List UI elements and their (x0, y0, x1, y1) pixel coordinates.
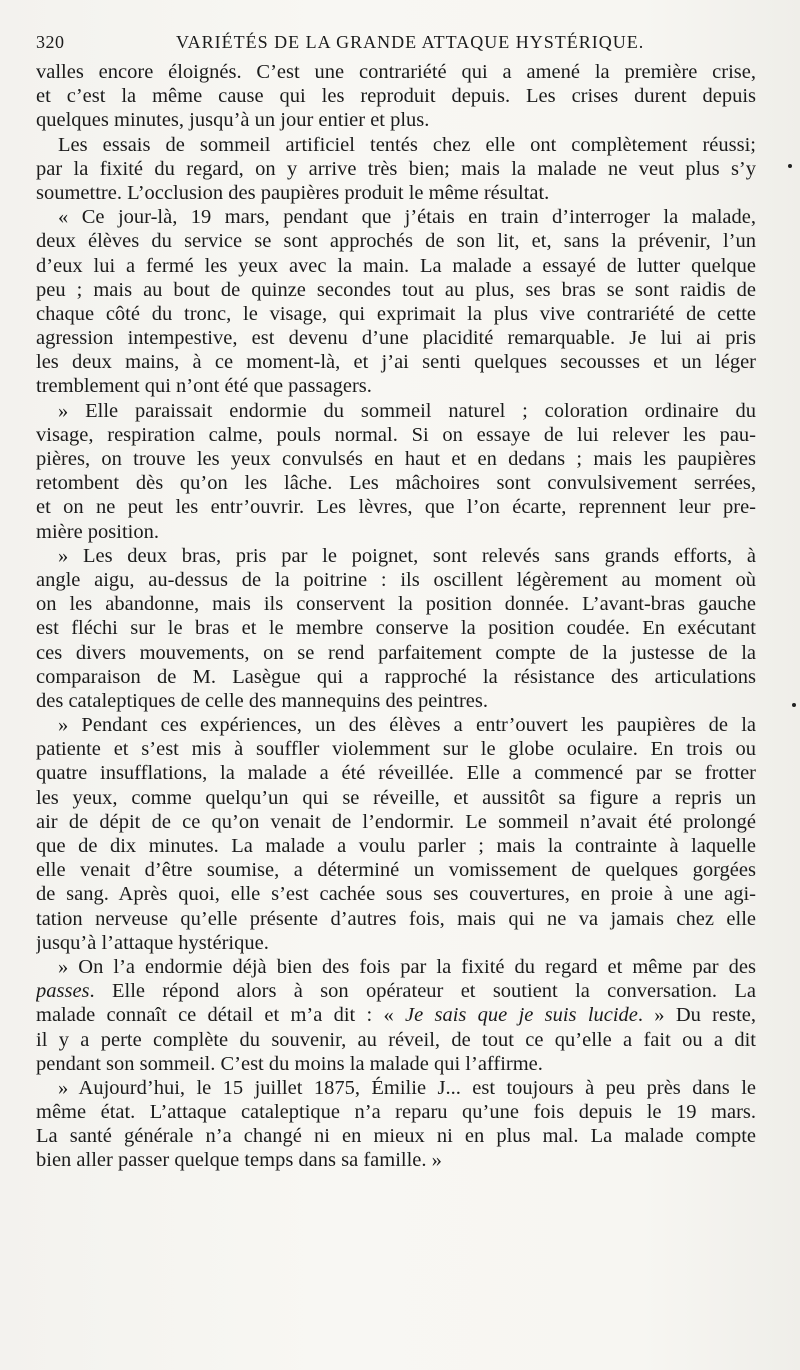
text-line: des cataleptiques de celle des mannequins des peintres. (36, 689, 488, 712)
text-line (36, 979, 756, 1003)
text-line: » Aujourd’hui, le 15 juillet 1875, Émilie J... est toujours à peu près dans le (58, 1076, 756, 1099)
text-line (36, 1003, 756, 1027)
text-line: deux élèves du service se sont approchés de son lit, et, sans la prévenir, l’un (36, 230, 756, 253)
text-line: on les abandonne, mais ils conservent la position donnée. L’avant-bras gauche (36, 593, 756, 616)
bleed-through-text (40, 1180, 760, 1290)
page-number: 320 (36, 32, 65, 52)
margin-dot (792, 703, 796, 707)
text-line: air de dépit de ce qu’on venait de l’endormir. Le sommeil n’avait été prolongé (36, 810, 756, 833)
text-line: bien aller passer quelque temps dans sa famille. » (36, 1149, 442, 1172)
text-segment: malade connaît ce détail et m’a dit : « (36, 1004, 406, 1027)
body-text (36, 60, 756, 1173)
text-line: et c’est la même cause qui les reproduit depuis. Les crises durent depuis (36, 85, 756, 108)
text-line: La santé générale n’a changé ni en mieux ni en plus mal. La malade compte (36, 1125, 756, 1148)
text-line: Les essais de sommeil artificiel tentés chez elle ont complètement réussi; (58, 133, 756, 156)
text-line: » On l’a endormie déjà bien des fois par la fixité du regard et même par des (58, 955, 756, 978)
text-line: peu ; mais au bout de quinze secondes tout au plus, ses bras se sont raidis de (36, 278, 756, 301)
text-line: valles encore éloignés. C’est une contrariété qui a amené la première crise, (36, 61, 756, 83)
text-line: » Elle paraissait endormie du sommeil naturel ; coloration ordinaire du (58, 399, 756, 422)
text-line: retombent dès qu’on les lâche. Les mâchoires sont convulsivement serrées, (36, 472, 756, 495)
text-line: et on ne peut les entr’ouvrir. Les lèvres, que l’on écarte, reprennent leur pre- (36, 496, 756, 519)
text-line: tation nerveuse qu’elle présente d’autres fois, mais qui ne va jamais chez elle (36, 907, 756, 930)
page-header (36, 32, 756, 56)
margin-dot (788, 164, 792, 168)
italic-text: passes (36, 980, 90, 1003)
text-line: quatre insufflations, la malade a été réveillée. Elle a commencé par se frotter (36, 762, 756, 785)
text-line: » Les deux bras, pris par le poignet, sont relevés sans grands efforts, à (58, 544, 756, 567)
text-line: ces divers mouvements, on se rend parfaitement compte de la justesse de la (36, 641, 756, 664)
text-line: quelques minutes, jusqu’à un jour entier et plus. (36, 109, 430, 132)
text-line: jusqu’à l’attaque hystérique. (36, 931, 269, 954)
running-head: VARIÉTÉS DE LA GRANDE ATTAQUE HYSTÉRIQUE. (176, 32, 645, 52)
text-line: comparaison de M. Lasègue qui a rapproché la résistance des articulations (36, 665, 756, 688)
text-line: mière position. (36, 520, 159, 543)
text-line: pières, on trouve les yeux convulsés en haut et en dedans ; mais les paupières (36, 448, 756, 470)
italic-text: Je sais que je suis lucide (405, 1004, 638, 1027)
text-segment: . Elle répond alors à son opérateur et soutient la conversation. La (89, 980, 756, 1003)
text-line: elle venait d’être soumise, a déterminé un vomissement de quelques gorgées (36, 859, 756, 882)
text-line: agression intempestive, est devenu d’une placidité remarquable. Je lui ai pris (36, 327, 756, 350)
text-line: » Pendant ces expériences, un des élèves a entr’ouvert les paupières de la (58, 714, 756, 737)
text-line: soumettre. L’occlusion des paupières produit le même résultat. (36, 181, 550, 204)
text-line: visage, respiration calme, pouls normal. Si on essaye de lui relever les pau- (36, 423, 756, 446)
text-line: les deux mains, à ce moment-là, et j’ai senti quelques secousses et un léger (36, 351, 756, 374)
text-segment: . » Du reste, (637, 1004, 756, 1027)
text-line: tremblement qui n’ont été que passagers. (36, 375, 372, 398)
text-line: de sang. Après quoi, elle s’est cachée sous ses couvertures, en proie à une agi- (36, 883, 756, 906)
text-line: chaque côté du tronc, le visage, qui exprimait la plus vive contrariété de cette (36, 302, 756, 325)
text-line: angle aigu, au-dessus de la poitrine : ils oscillent légèrement au moment où (36, 568, 756, 591)
text-line: d’eux lui a fermé les yeux avec la main. La malade a essayé de lutter quelque (36, 254, 756, 277)
text-line: les yeux, comme quelqu’un qui se réveille, et aussitôt sa figure a repris un (36, 786, 756, 809)
text-line: est fléchi sur le bras et le membre conserve la position coudée. En exécutant (36, 617, 756, 640)
text-line: il y a perte complète du souvenir, au réveil, de tout ce qu’elle a fait ou a dit (36, 1028, 756, 1051)
text-line: patiente et s’est mis à souffler violemment sur le globe oculaire. En trois ou (36, 738, 756, 761)
text-line: que de dix minutes. La malade a voulu parler ; mais la contrainte à laquelle (36, 835, 756, 857)
text-line: par la fixité du regard, on y arrive très bien; mais la malade ne veut plus s’y (36, 157, 756, 180)
text-line: même état. L’attaque cataleptique n’a reparu qu’une fois depuis le 19 mars. (36, 1101, 756, 1124)
text-line: pendant son sommeil. C’est du moins la malade qui l’affirme. (36, 1052, 543, 1075)
text-line: « Ce jour-là, 19 mars, pendant que j’étais en train d’interroger la malade, (58, 206, 756, 229)
